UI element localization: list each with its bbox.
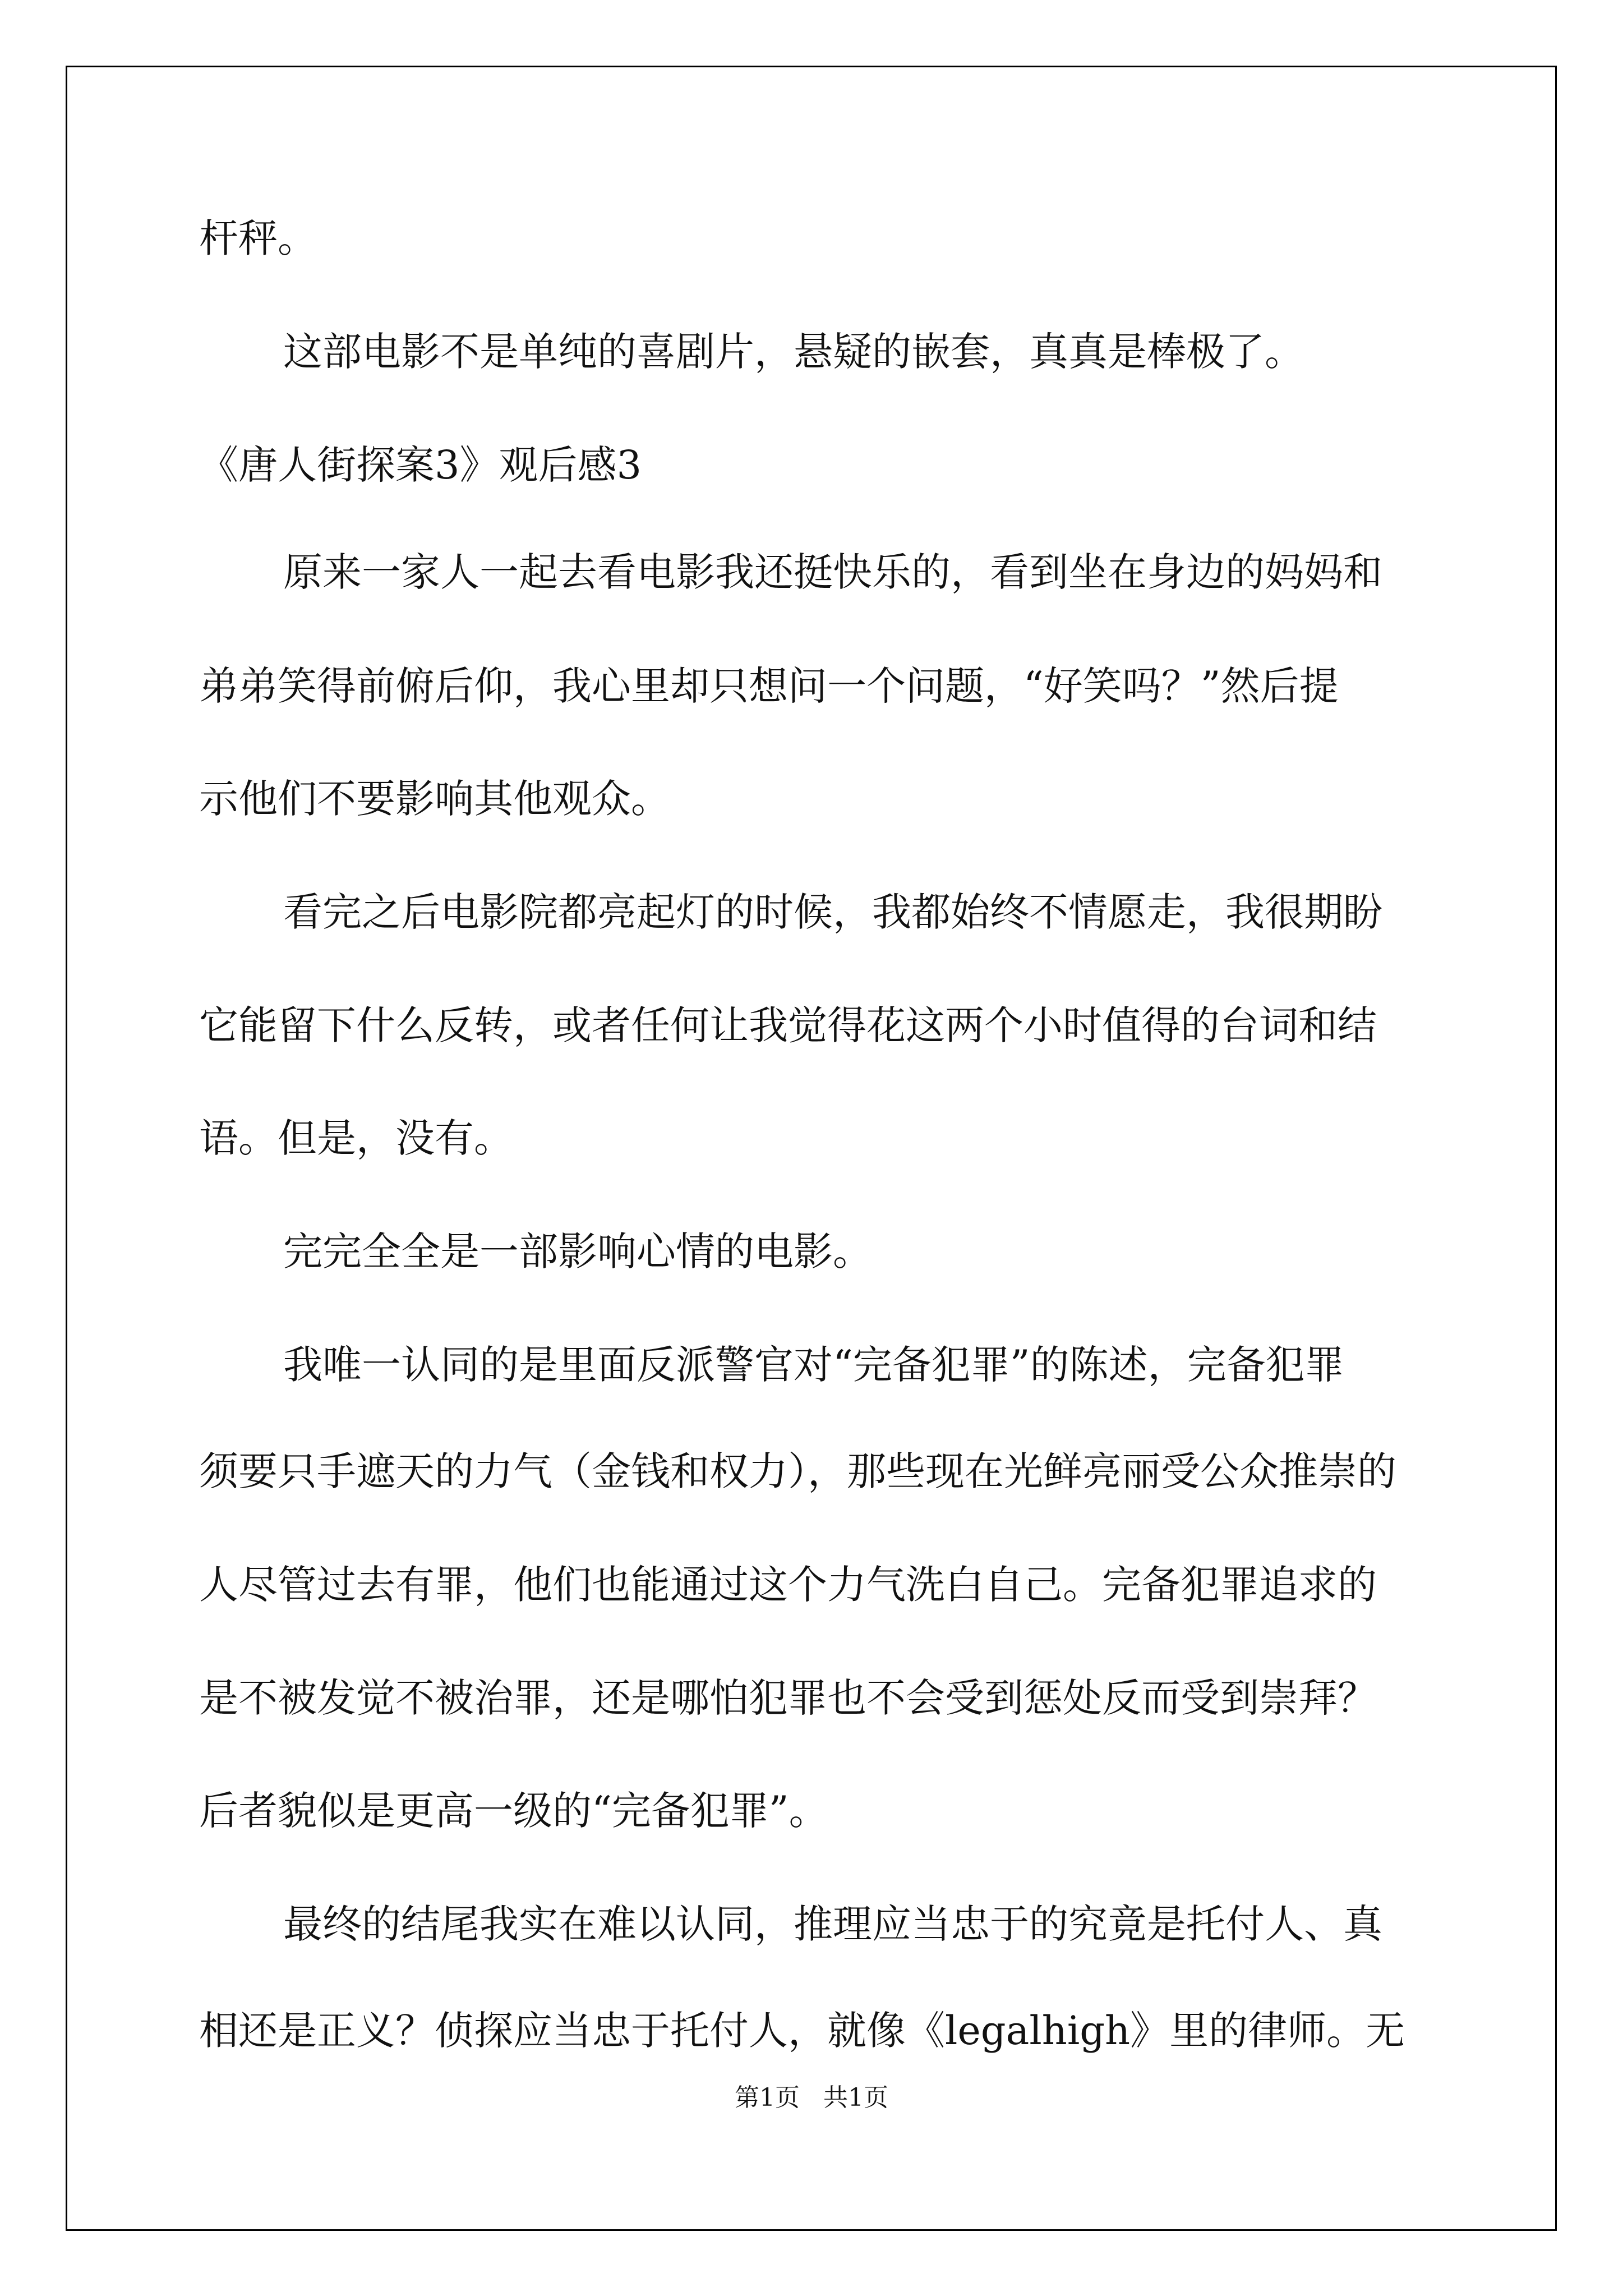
text-line: 这部电影不是单纯的喜剧片，悬疑的嵌套，真真是棒极了。 xyxy=(283,329,1304,375)
text-line: 它能留下什么反转，或者任何让我觉得花这两个小时值得的台词和结 xyxy=(199,1002,1377,1048)
text-line: 是不被发觉不被治罪，还是哪怕犯罪也不会受到惩处反而受到崇拜？ xyxy=(199,1675,1377,1721)
page-footer: 第1页 共1页 xyxy=(735,2083,888,2112)
text-line: 看完之后电影院都亮起灯的时候，我都始终不情愿走，我很期盼 xyxy=(283,889,1382,935)
text-line: 人尽管过去有罪，他们也能通过这个力气洗白自己。完备犯罪追求的 xyxy=(199,1562,1377,1608)
text-line: 我唯一认同的是里面反派警官对“完备犯罪”的陈述，完备犯罪 xyxy=(283,1342,1344,1388)
text-line: 杆秤。 xyxy=(199,215,317,261)
text-line: 弟弟笑得前俯后仰，我心里却只想问一个问题，“好笑吗？”然后提 xyxy=(199,663,1339,709)
text-line: 完完全全是一部影响心情的电影。 xyxy=(283,1228,872,1274)
text-line: 须要只手遮天的力气（金钱和权力），那些现在光鲜亮丽受公众推崇的 xyxy=(199,1448,1396,1494)
text-line: 最终的结尾我实在难以认同，推理应当忠于的究竟是托付人、真 xyxy=(283,1901,1382,1947)
text-line: 后者貌似是更高一级的“完备犯罪”。 xyxy=(199,1788,828,1834)
text-line: 语。但是，没有。 xyxy=(199,1115,513,1161)
text-line: 相还是正义？侦探应当忠于托付人，就像《legalhigh》里的律师。无 xyxy=(199,2008,1405,2054)
section-heading: 《唐人街探案3》观后感3 xyxy=(199,442,642,488)
text-line: 示他们不要影响其他观众。 xyxy=(199,776,670,822)
text-line: 原来一家人一起去看电影我还挺快乐的，看到坐在身边的妈妈和 xyxy=(283,549,1382,595)
